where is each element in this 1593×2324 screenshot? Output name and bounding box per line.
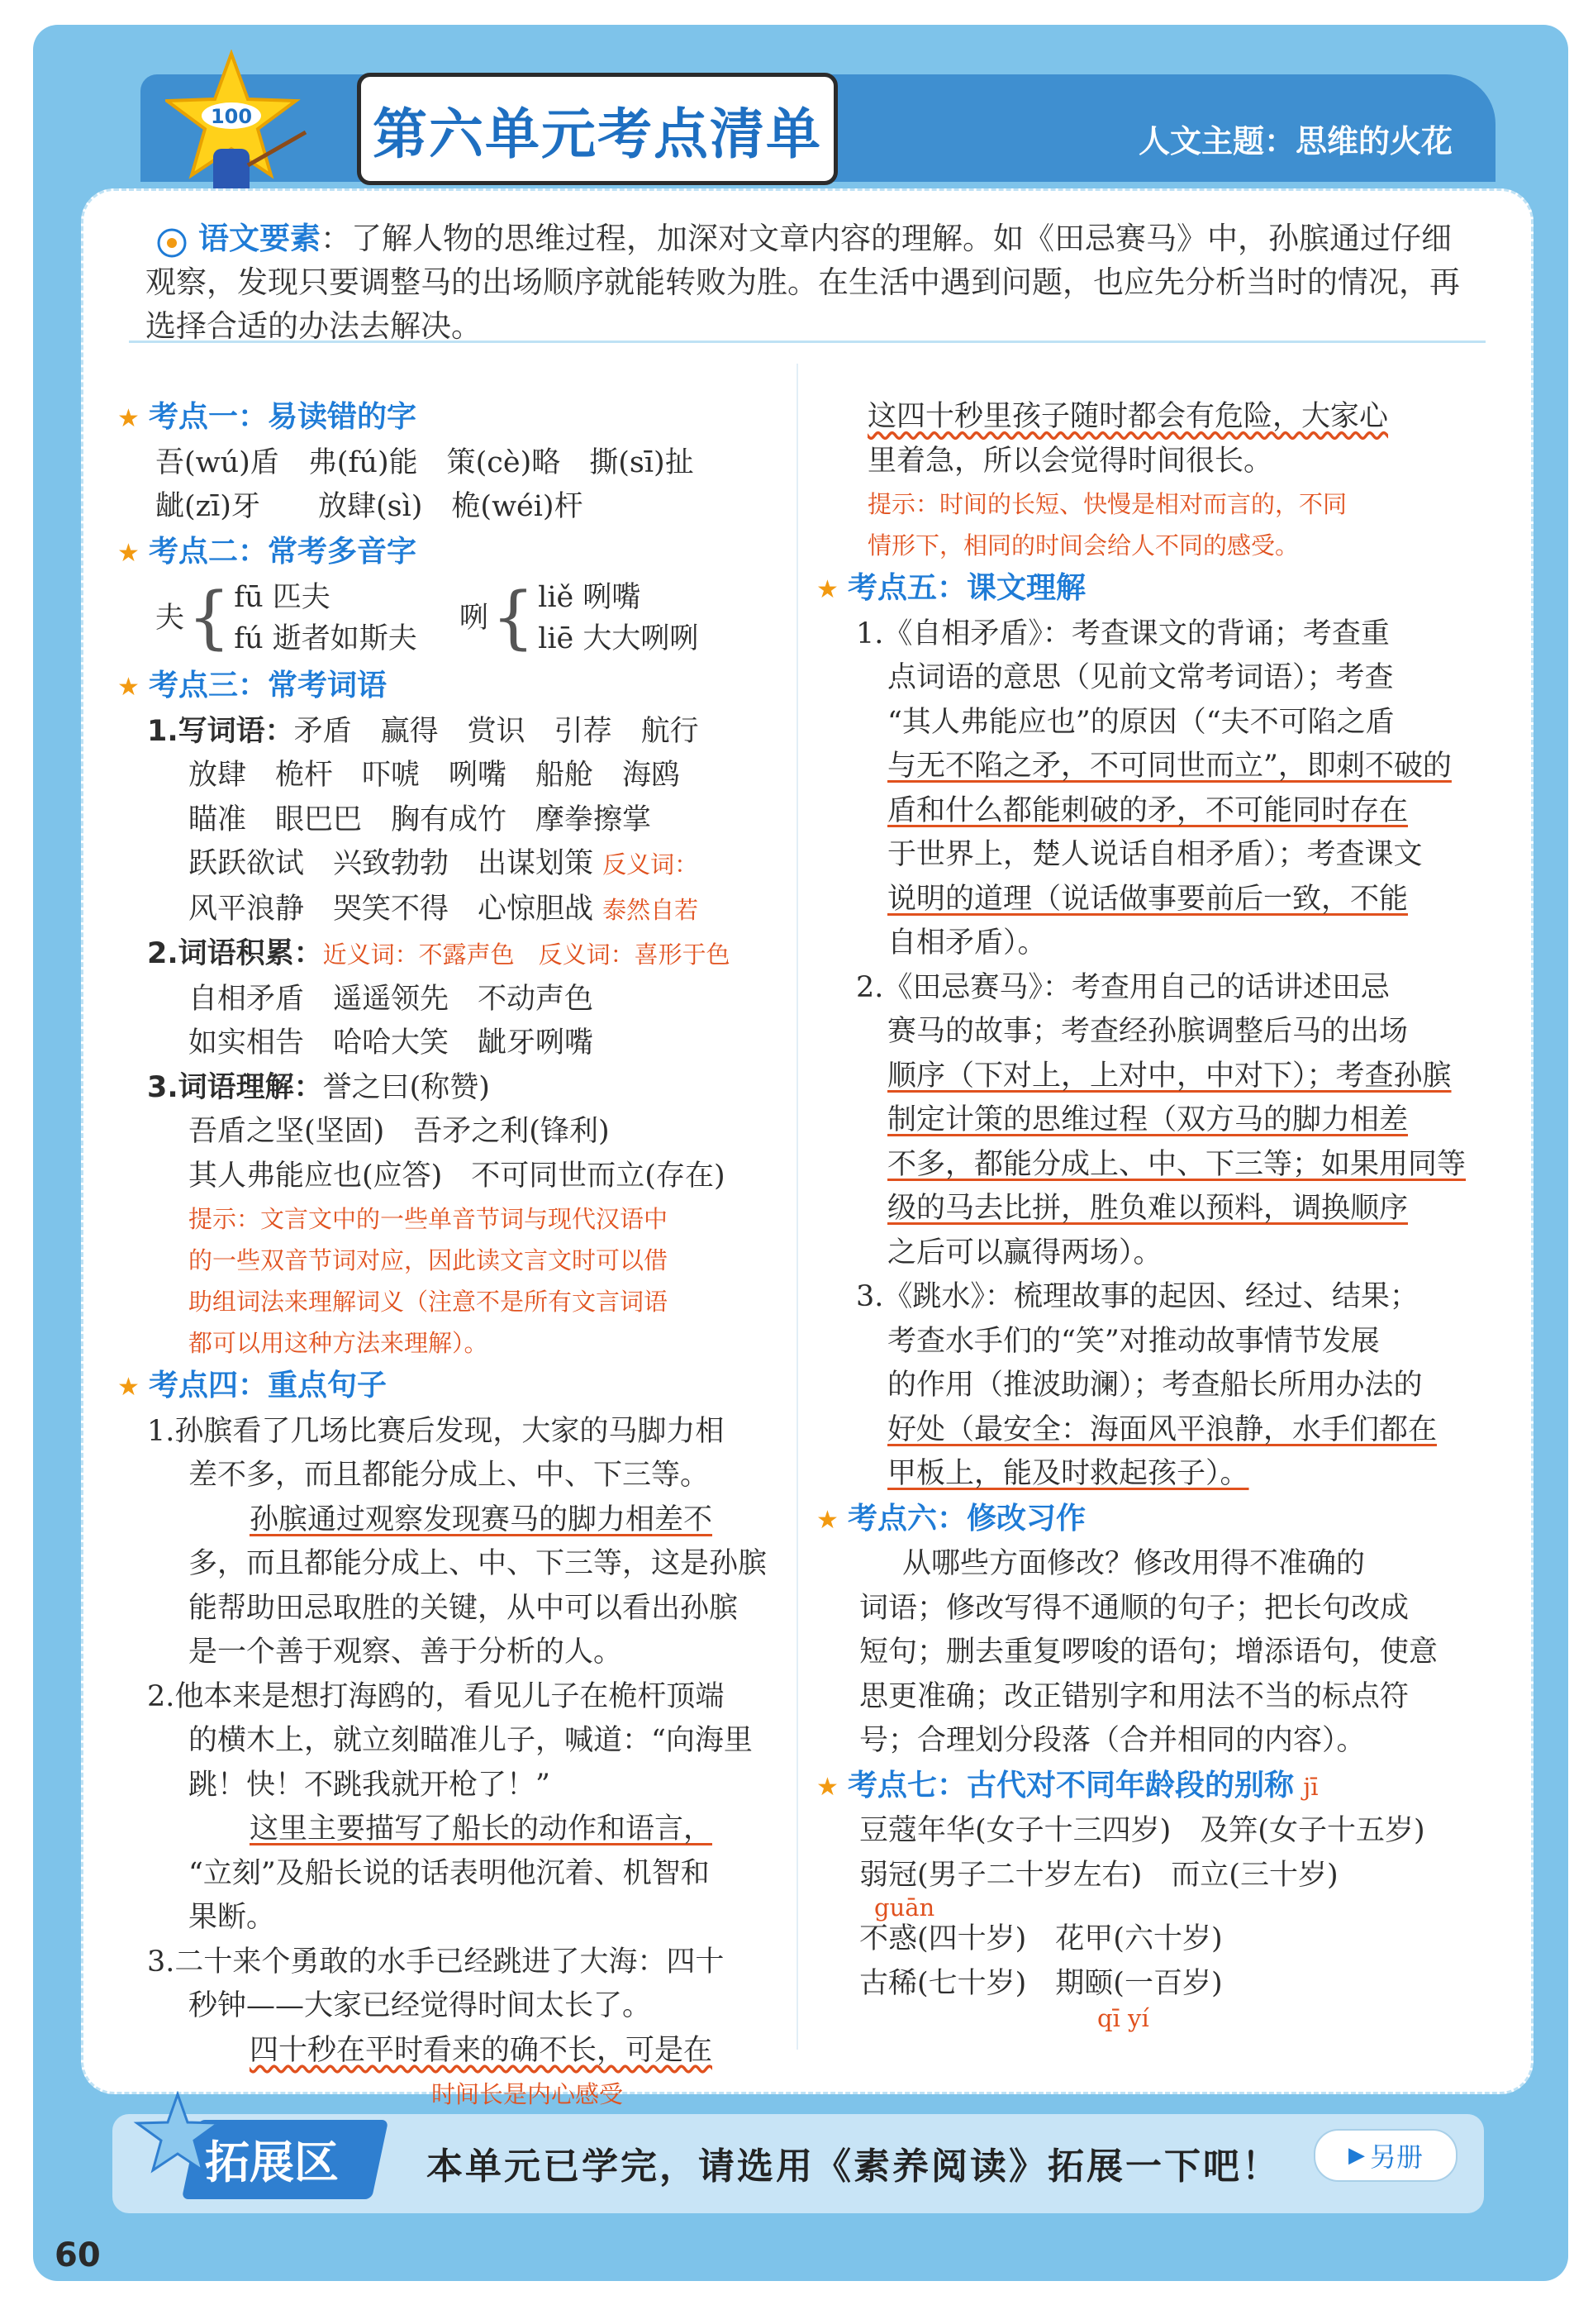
button-label: 另册: [1369, 2141, 1423, 2173]
text-line: 这里主要描写了船长的动作和语言，: [250, 1812, 713, 1845]
section-title: 考点四：重点句子: [149, 1369, 388, 1402]
text-line: 差不多，而且都能分成上、中、下三等。: [188, 1459, 710, 1492]
sub-label: 1.写词语：: [147, 714, 294, 748]
text-line: 跳！快！不跳我就开枪了！”: [188, 1768, 550, 1802]
text-line: 弱冠(男子二十岁左右) 而立(三十岁): [859, 1858, 1339, 1892]
text-line: 多，而且都能分成上、中、下三等，这是孙膑: [188, 1547, 768, 1580]
text-line: 跃跃欲试 兴致勃勃 出谋划策: [188, 847, 594, 880]
text-line: 思更准确；改正错别字和用法不当的标点符: [859, 1679, 1410, 1713]
text-line: 号；合理划分段落（合并相同的内容）。: [859, 1724, 1366, 1757]
text-line: 矛盾 赢得 赏识 引荐 航行: [293, 714, 699, 748]
text-line: 是一个善于观察、善于分析的人。: [188, 1636, 623, 1669]
pinyin-note: qī yí: [1097, 2004, 1149, 2032]
sub-label: 2.词语积累：: [147, 937, 323, 970]
text-line: 能帮助田忌取胜的关键，从中可以看出孙膑: [188, 1591, 739, 1625]
text-line: 自相矛盾 遥遥领先 不动声色: [188, 982, 594, 1016]
tip-line: 提示：文言文中的一些单音节词与现代汉语中: [188, 1205, 668, 1233]
text-line: 不惑(四十岁) 花甲(六十岁): [859, 1922, 1223, 1955]
text-line: 如实相告 哈哈大笑 龇牙咧嘴: [188, 1026, 594, 1060]
star-icon: ★: [117, 673, 140, 702]
tip-line: 助组词法来理解词义（注意不是所有文言词语: [188, 1288, 668, 1316]
text-line: 豆蔻年华(女子十三四岁) 及笄(女子十五岁): [859, 1814, 1425, 1847]
text-line: 与无不陷之矛，不可同世而立”，即刺不破的: [887, 750, 1452, 783]
unit-theme: 人文主题：思维的火花: [1138, 123, 1453, 160]
text-line: 3.二十来个勇敢的水手已经跳进了大海：四十: [147, 1945, 725, 1979]
separate-book-button[interactable]: [1314, 2129, 1457, 2182]
text-line: 说明的道理（说话做事要前后一致，不能: [887, 882, 1409, 916]
text-line: 的作用（推波助澜）；考查船长所用办法的: [887, 1369, 1423, 1402]
section-title: 考点五：课文理解: [848, 571, 1087, 605]
text-line: 1.孙膑看了几场比赛后发现，大家的马脚力相: [147, 1414, 725, 1448]
pinyin-note: jī: [1303, 1772, 1319, 1801]
text-line: 好处（最安全：海面风平浪静，水手们都在: [887, 1412, 1438, 1446]
text-line: 古稀(七十岁) 期颐(一百岁): [859, 1966, 1223, 2000]
star-icon: ★: [816, 1505, 839, 1535]
tip-line: 的一些双音节词对应，因此读文言文时可以借: [188, 1246, 668, 1274]
text-line: 孙膑通过观察发现赛马的脚力相差不: [250, 1503, 713, 1536]
text-line: 从哪些方面修改？修改用得不准确的: [902, 1547, 1366, 1580]
text-line: 级的马去比拼，胜负难以预料，调换顺序: [887, 1192, 1409, 1225]
right-column: [816, 395, 1502, 2031]
pinyin-reading: fú 逝者如斯夫: [234, 621, 417, 655]
text-line: 自相矛盾）。: [887, 926, 1047, 960]
extension-tag: 拓展区: [205, 2136, 339, 2188]
handwritten-note: 近义词：不露声色 反义词：喜形于色: [322, 941, 730, 969]
polyphone-group: 咧 { liě 咧嘴 liē 大大咧咧: [459, 577, 698, 660]
handwritten-note: 时间长是内心感受: [431, 2080, 624, 2108]
star-icon: ★: [117, 538, 140, 568]
section-title: 考点六：修改习作: [848, 1501, 1087, 1536]
section-title: 考点一：易读错的字: [149, 400, 417, 434]
section-title: 考点二：常考多音字: [149, 534, 417, 569]
text-line: 制定计策的思维过程（双方马的脚力相差: [887, 1103, 1409, 1136]
text-line: 放肆 桅杆 吓唬 咧嘴 船舱 海鸥: [188, 759, 681, 792]
text-line: 誉之曰(称赞): [322, 1070, 490, 1104]
text-line: 词语；修改写得不通顺的句子；把长句改成: [859, 1591, 1410, 1625]
left-column: [117, 395, 803, 2117]
polyphone-char: 咧: [459, 601, 488, 635]
handwritten-note: 反义词：: [602, 850, 699, 879]
text-line: 风平浪静 哭笑不得 心惊胆战: [188, 892, 594, 926]
pinyin-reading: liě 咧嘴: [538, 580, 641, 614]
pinyin-reading: fū 匹夫: [234, 580, 330, 614]
text-line: 3.《跳水》：梳理故事的起因、经过、结果；: [856, 1280, 1419, 1313]
extension-text: 本单元已学完，请选用《素养阅读》拓展一下吧！: [426, 2145, 1281, 2188]
text-line: 点词语的意思（见前文常考词语）；考查: [887, 661, 1394, 694]
pinyin-reading: liē 大大咧咧: [538, 621, 699, 655]
sub-label: 3.词语理解：: [147, 1070, 323, 1104]
play-arrow-icon: ▶: [1348, 2143, 1365, 2168]
text-line: 其人弗能应也(应答) 不可同世而立(存在): [188, 1159, 725, 1193]
page-title: 第六单元考点清单: [357, 73, 838, 185]
text-line: 于世界上，楚人说话自相矛盾）；考查课文: [887, 838, 1423, 871]
section-title: 考点七：古代对不同年龄段的别称: [848, 1768, 1295, 1803]
section-divider: [129, 341, 1486, 343]
text-line: 秒钟——大家已经觉得时间太长了。: [188, 1989, 652, 2022]
language-elements: [145, 217, 1477, 348]
text-line: 2.《田忌赛马》：考查用自己的话讲述田忌: [856, 970, 1390, 1004]
star-icon: ★: [816, 575, 839, 604]
tip-line: 情形下，相同的时间会给人不同的感受。: [868, 531, 1300, 560]
text-line: 甲板上，能及时救起孩子）。: [887, 1457, 1249, 1490]
text-line: 之后可以赢得两场）。: [887, 1236, 1163, 1269]
text-line: 盾和什么都能刺破的矛，不可能同时存在: [887, 793, 1409, 827]
star-icon: ★: [117, 1373, 140, 1402]
text-line: 2.他本来是想打海鸥的，看见儿子在桅杆顶端: [147, 1679, 725, 1713]
polyphone-group: 夫 { fū 匹夫 fú 逝者如斯夫: [155, 577, 417, 660]
tip-line: 提示：时间的长短、快慢是相对而言的，不同: [868, 490, 1348, 518]
star-icon: ★: [816, 1772, 839, 1802]
tip-line: 都可以用这种方法来理解）。: [188, 1329, 488, 1357]
text-line: 这四十秒里孩子随时都会有危险，大家心: [868, 400, 1389, 433]
polyphone-char: 夫: [155, 601, 185, 635]
text-line: 的横木上，就立刻瞄准儿子，喊道：“向海里: [188, 1724, 753, 1757]
star-mascot-small-icon: [132, 2091, 223, 2190]
mascot-label: 100: [210, 105, 253, 128]
text-line: 瞄准 眼巴巴 胸有成竹 摩拳擦掌: [188, 802, 652, 836]
star-icon: ★: [117, 404, 140, 433]
text-line: 里着急，所以会觉得时间很长。: [868, 444, 1273, 478]
text-line: 吾(wú)盾 弗(fú)能 策(cè)略 撕(sī)扯: [155, 445, 694, 479]
text-line: 顺序（下对上，上对中，中对下）；考查孙膑: [887, 1059, 1452, 1093]
text-line: 吾盾之坚(坚固) 吾矛之利(锋利): [188, 1115, 610, 1148]
text-line: 1.《自相矛盾》：考查课文的背诵；考查重: [856, 617, 1390, 650]
text-line: 不多，都能分成上、中、下三等；如果用同等: [887, 1147, 1467, 1181]
section-title: 考点三：常考词语: [149, 669, 388, 702]
text-line: “其人弗能应也”的原因（“夫不可陷之盾: [887, 705, 1395, 739]
handwritten-note: 泰然自若: [602, 895, 699, 924]
page-number: 60: [55, 2236, 101, 2274]
text-line: 四十秒在平时看来的确不长，可是在: [250, 2033, 713, 2067]
text-line: 考查水手们的“笑”对推动故事情节发展: [887, 1324, 1380, 1358]
pinyin-note: guān: [874, 1893, 935, 1922]
text-line: 龇(zī)牙 放肆(sì) 桅(wéi)杆: [155, 490, 583, 523]
elements-label: 语文要素: [198, 221, 321, 256]
elements-text: ：了解人物的思维过程，加深对文章内容的理解。如《田忌赛马》中，孙膑通过仔细观察，发现只要调整马的出场顺序就能转败为胜。在生活中遇到问题，也应先分析当时的情况，再选择合适的办法去解决。: [145, 221, 1460, 344]
text-line: 短句；删去重复啰唆的语句；增添语句，使意: [859, 1636, 1438, 1669]
text-line: “立刻”及船长说的话表明他沉着、机智和: [188, 1856, 710, 1890]
text-line: 果断。: [188, 1901, 276, 1934]
text-line: 赛马的故事；考查经孙膑调整后马的出场: [887, 1015, 1409, 1048]
